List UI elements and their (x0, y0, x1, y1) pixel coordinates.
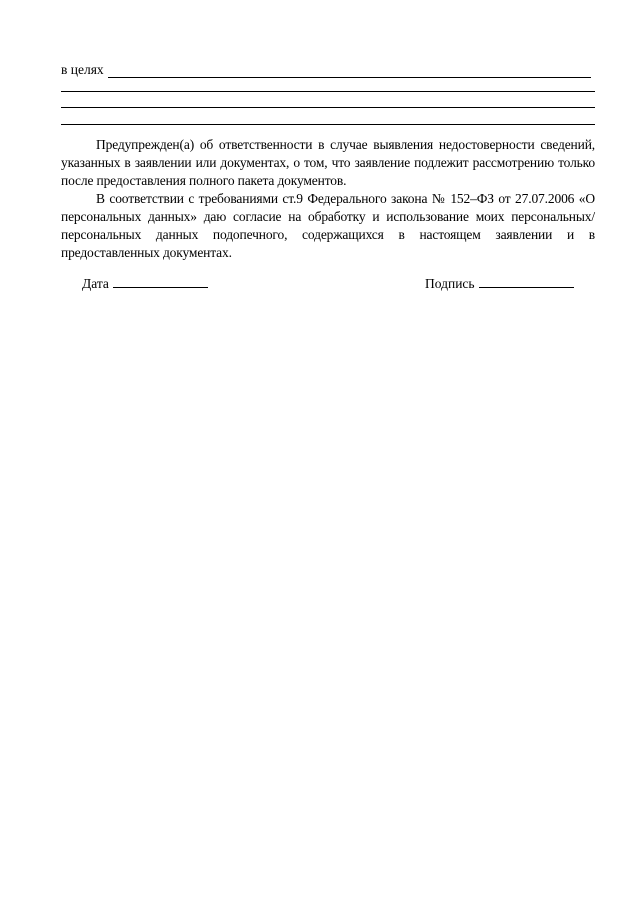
goal-label: в целях (61, 62, 104, 77)
goal-input-line[interactable] (108, 65, 591, 78)
signature-field (425, 275, 574, 293)
date-input-line[interactable] (113, 275, 208, 288)
goal-blank-line-2[interactable] (61, 107, 595, 108)
signature-label: Подпись (425, 276, 475, 291)
warning-paragraph: Предупрежден(а) об ответственности в случае выявления недостоверности сведений, указанных в заявлении или документах, о том, что заявление подлежит рассмотрению только после предоставления полного пакета документов. (61, 137, 595, 188)
consent-paragraph: В соответствии с требованиями ст.9 Федерального закона № 152–ФЗ от 27.07.2006 «О персональных данных» даю согласие на обработку и использование моих персональных/ персональных данных подопечного, содержащихся в настоящем заявлении и в предоставленных документах. (61, 191, 595, 260)
goal-blank-line-3[interactable] (61, 124, 595, 125)
goal-blank-line-1[interactable] (61, 91, 595, 92)
date-label: Дата (82, 276, 109, 291)
goal-field (61, 62, 591, 78)
date-field (82, 275, 208, 293)
signature-input-line[interactable] (479, 275, 574, 288)
